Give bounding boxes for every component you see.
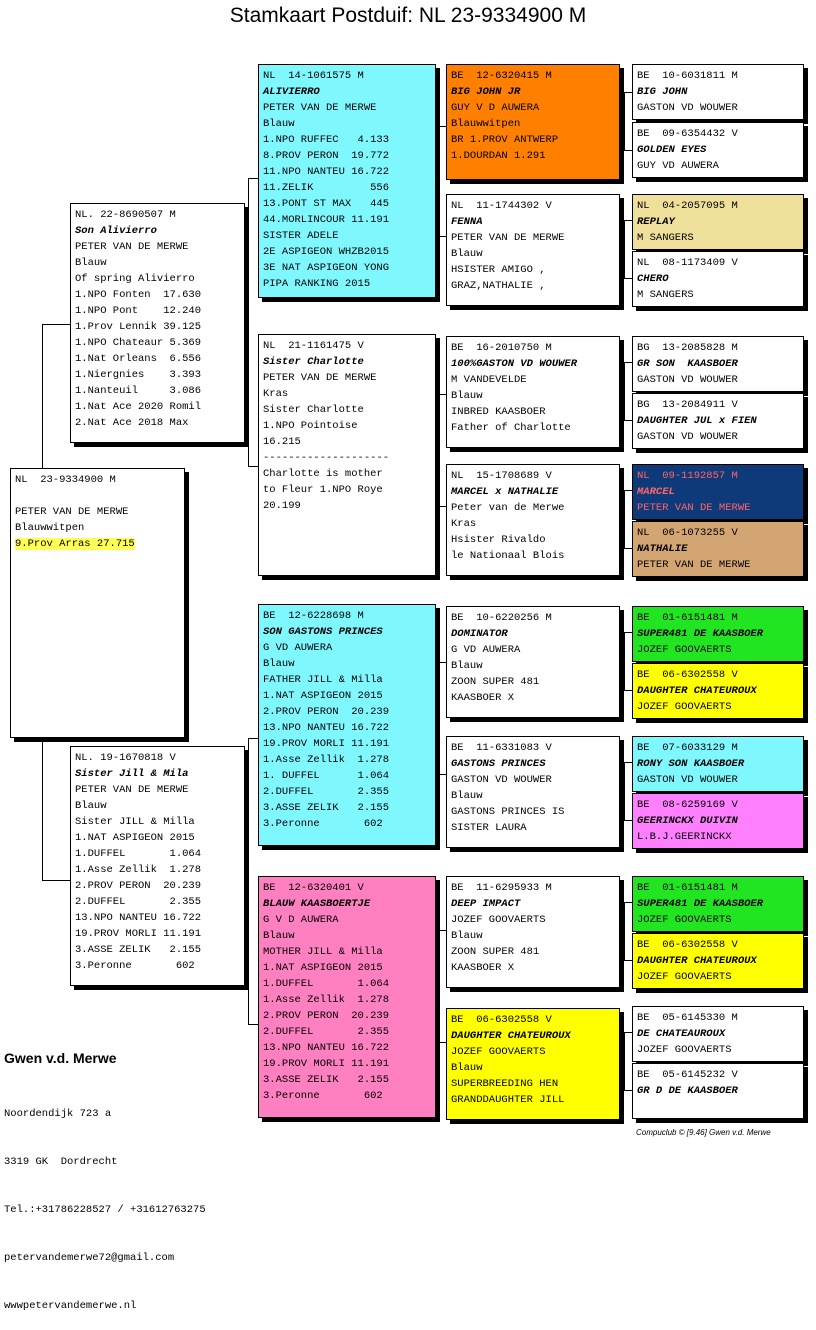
- ring-number: NL 23-9334900 M: [15, 474, 116, 486]
- pigeon-name: DAUGHTER JUL x FIEN: [637, 415, 757, 427]
- pigeon-name: REPLAY: [637, 216, 675, 228]
- connector-line: [624, 820, 632, 821]
- pigeon-info-line: GASTON VD WOUWER: [637, 374, 738, 386]
- ring-number: NL 11-1744302 V: [451, 200, 552, 212]
- pigeon-name: Son Alivierro: [75, 225, 157, 237]
- pigeon-info-line: ZOON SUPER 481: [451, 946, 540, 958]
- pigeon-card-g11[interactable]: [632, 736, 804, 792]
- connector-line: [438, 126, 446, 127]
- pigeon-info-line: Blauw: [451, 1062, 483, 1074]
- pigeon-info-line: JOZEF GOOVAERTS: [451, 914, 546, 926]
- pigeon-card-g4[interactable]: [632, 251, 804, 307]
- pigeon-info-line: 8.PROV PERON 19.772: [263, 150, 390, 162]
- pigeon-info-line: 3.ASSE ZELIK 2.155: [75, 944, 202, 956]
- pigeon-card-g14[interactable]: [632, 933, 804, 989]
- pigeon-info-line: 1.Nanteuil 3.086: [75, 385, 202, 397]
- connector-line: [624, 92, 625, 150]
- footer-credit: Compuclub © [9.46] Gwen v.d. Merwe: [636, 1128, 771, 1137]
- pigeon-name: DAUGHTER CHATEUROUX: [451, 1030, 571, 1042]
- pigeon-info-line: Peter van de Merwe: [451, 502, 565, 514]
- pigeon-name: [15, 488, 184, 504]
- pigeon-info-line: 1.Asse Zellik 1.278: [263, 754, 390, 766]
- pigeon-info-line: Blauw: [451, 390, 483, 402]
- pigeon-info-line: 3.Peronne 602: [75, 960, 195, 972]
- pigeon-info-line: SISTER ADELE: [263, 230, 339, 242]
- owner-email: petervandemerwe72@gmail.com: [4, 1252, 175, 1264]
- pigeon-info-line: PETER VAN DE MERWE: [637, 559, 751, 571]
- pigeon-info-line: JOZEF GOOVAERTS: [637, 644, 732, 656]
- pigeon-info-line: G V D AUWERA: [263, 914, 339, 926]
- connector-line: [624, 902, 632, 903]
- pigeon-name: GOLDEN EYES: [637, 144, 707, 156]
- pigeon-info-line: 19.PROV MORLI 11.191: [263, 1058, 390, 1070]
- owner-name: Gwen v.d. Merwe: [4, 1050, 117, 1066]
- ring-number: BE 01-6151481 M: [637, 612, 738, 624]
- connector-line: [42, 880, 70, 881]
- pigeon-info-line: 2.Nat Ace 2018 Max: [75, 417, 189, 429]
- pigeon-name: DE CHATEAUROUX: [637, 1028, 726, 1040]
- pigeon-name: GR SON KAASBOER: [637, 358, 738, 370]
- ring-number: BG 13-2084911 V: [637, 399, 738, 411]
- pigeon-info-line: 1.Niergnies 3.393: [75, 369, 202, 381]
- pigeon-card-main[interactable]: [10, 468, 185, 738]
- page-title: Stamkaart Postduif: NL 23-9334900 M: [229, 4, 587, 27]
- pigeon-info-line: L.B.J.GEERINCKX: [637, 831, 732, 843]
- ring-number: BE 11-6295933 M: [451, 882, 552, 894]
- pigeon-name: RONY SON KAASBOER: [637, 758, 745, 770]
- connector-line: [624, 902, 625, 960]
- pigeon-info-line: M VANDEVELDE: [451, 374, 527, 386]
- pigeon-info-line: le Nationaal Blois: [451, 550, 565, 562]
- pigeon-name: DAUGHTER CHATEUROUX: [637, 955, 757, 967]
- pigeon-name: BLAUW KAASBOERTJE: [263, 898, 371, 910]
- ring-number: NL 08-1173409 V: [637, 257, 738, 269]
- ring-number: BE 06-6302558 V: [451, 1014, 552, 1026]
- connector-line: [624, 762, 632, 763]
- owner-address-line: Noordendijk 723 a: [4, 1108, 112, 1120]
- pigeon-card-g12[interactable]: [632, 793, 804, 849]
- pigeon-name: GASTONS PRINCES: [451, 758, 546, 770]
- pigeon-card-sd[interactable]: [258, 334, 436, 576]
- ring-number: BE 07-6033129 M: [637, 742, 738, 754]
- ring-number: BE 05-6145232 V: [637, 1069, 738, 1081]
- pigeon-info-line: JOZEF GOOVAERTS: [637, 1044, 732, 1056]
- pigeon-info-line: 1.NPO Chateaur 5.369: [75, 337, 202, 349]
- pigeon-info-line: 1.Asse Zellik 1.278: [75, 864, 202, 876]
- pigeon-info-line: 13.PONT ST MAX 445: [263, 198, 390, 210]
- pigeon-info-line: GASTON VD WOUWER: [637, 102, 738, 114]
- ring-number: BE 09-6354432 V: [637, 128, 738, 140]
- pigeon-card-g15[interactable]: [632, 1006, 804, 1062]
- pigeon-card-dss[interactable]: [446, 606, 620, 718]
- owner-phone: Tel.:+31786228527 / +31612763275: [4, 1204, 206, 1216]
- pigeon-info-line: JOZEF GOOVAERTS: [637, 971, 732, 983]
- pigeon-name: DAUGHTER CHATEUROUX: [637, 685, 757, 697]
- pigeon-card-ds[interactable]: [258, 604, 436, 846]
- pigeon-info-line: Sister Charlotte: [263, 404, 364, 416]
- pigeon-info-line: GRANDDAUGHTER JILL: [451, 1094, 565, 1106]
- pigeon-info-line: KAASBOER X: [451, 962, 515, 974]
- pigeon-info-line: ZOON SUPER 481: [451, 676, 540, 688]
- ring-number: BE 12-6320415 M: [451, 70, 552, 82]
- pigeon-info-line: Father of Charlotte: [451, 422, 571, 434]
- pigeon-info-line: PETER VAN DE MERWE: [15, 506, 129, 518]
- connector-line: [624, 548, 632, 549]
- pigeon-info-line: PIPA RANKING 2015: [263, 278, 371, 290]
- ring-number: NL 06-1073255 V: [637, 527, 738, 539]
- connector-line: [438, 506, 446, 507]
- connector-line: [624, 220, 632, 221]
- pigeon-info-line: 2.DUFFEL 2.355: [263, 786, 390, 798]
- pigeon-info-line: 1.Asse Zellik 1.278: [263, 994, 390, 1006]
- pigeon-info-line: PETER VAN DE MERWE: [263, 102, 377, 114]
- connector-line: [624, 490, 625, 548]
- pigeon-info-line: JOZEF GOOVAERTS: [637, 914, 732, 926]
- connector-line: [624, 1032, 625, 1090]
- pigeon-info-line: 3.ASSE ZELIK 2.155: [263, 1074, 390, 1086]
- connector-line: [624, 1032, 632, 1033]
- pigeon-info-line: PETER VAN DE MERWE: [451, 232, 565, 244]
- pigeon-info-line: M SANGERS: [637, 289, 694, 301]
- pigeon-name: Sister Jill & Mila: [75, 768, 189, 780]
- pigeon-info-line: 3.ASSE ZELIK 2.155: [263, 802, 390, 814]
- ring-number: NL 04-2057095 M: [637, 200, 738, 212]
- connector-line: [438, 1042, 446, 1043]
- pigeon-info-line: PETER VAN DE MERWE: [75, 784, 189, 796]
- connector-line: [624, 362, 625, 420]
- pigeon-info-line: BR 1.PROV ANTWERP: [451, 134, 559, 146]
- pigeon-info-line: 1.NPO Pont 12.240: [75, 305, 202, 317]
- pigeon-info-line: 20.199: [263, 500, 301, 512]
- connector-line: [438, 774, 446, 775]
- connector-line: [624, 1090, 632, 1091]
- pigeon-info-line: Blauwwitpen: [15, 522, 85, 534]
- pigeon-info-line: MOTHER JILL & Milla: [263, 946, 383, 958]
- pigeon-info-line: GASTON VD WOUWER: [637, 774, 738, 786]
- pigeon-info-line: GASTON VD WOUWER: [637, 431, 738, 443]
- pigeon-card-g7[interactable]: [632, 464, 804, 520]
- connector-line: [624, 960, 632, 961]
- ring-number: NL 21-1161475 V: [263, 340, 364, 352]
- pigeon-info-line: Blauw: [263, 658, 295, 670]
- pigeon-name: NATHALIE: [637, 543, 688, 555]
- connector-line: [248, 738, 249, 1024]
- connector-line: [438, 236, 446, 237]
- pigeon-info-line: --------------------: [263, 452, 390, 464]
- pigeon-card-ss[interactable]: [258, 64, 436, 298]
- pigeon-card-dd[interactable]: [258, 876, 436, 1118]
- ring-number: BG 13-2085828 M: [637, 342, 738, 354]
- pigeon-info-line: 3E NAT ASPIGEON YONG: [263, 262, 390, 274]
- pigeon-info-line: Blauwwitpen: [451, 118, 521, 130]
- pigeon-card-g16[interactable]: [632, 1063, 804, 1119]
- pigeon-info-line: 1.NPO RUFFEC 4.133: [263, 134, 390, 146]
- connector-line: [438, 930, 439, 1042]
- pigeon-info-line: GUY V D AUWERA: [451, 102, 540, 114]
- pigeon-card-g3[interactable]: [632, 194, 804, 250]
- pigeon-info-line: 9.Prov Arras 27.715: [15, 538, 135, 550]
- pigeon-name: CHERO: [637, 273, 669, 285]
- pigeon-card-dds[interactable]: [446, 876, 620, 988]
- connector-line: [624, 278, 632, 279]
- pigeon-card-g8[interactable]: [632, 521, 804, 577]
- pigeon-info-line: Blauw: [75, 257, 107, 269]
- pigeon-info-line: 3.Peronne 602: [263, 818, 383, 830]
- pigeon-name: ALIVIERRO: [263, 86, 320, 98]
- pigeon-name: 100%GASTON VD WOUWER: [451, 358, 578, 370]
- pigeon-name: BIG JOHN JR: [451, 86, 521, 98]
- pigeon-info-line: 1.Prov Lennik 39.125: [75, 321, 202, 333]
- ring-number: BE 06-6302558 V: [637, 669, 738, 681]
- pigeon-info-line: Blauw: [75, 800, 107, 812]
- pigeon-name: DEEP IMPACT: [451, 898, 521, 910]
- pigeon-name: SON GASTONS PRINCES: [263, 626, 383, 638]
- pigeon-info-line: 11.ZELIK 556: [263, 182, 390, 194]
- pigeon-name: MARCEL: [637, 486, 675, 498]
- pigeon-info-line: to Fleur 1.NPO Roye: [263, 484, 383, 496]
- ring-number: NL. 19-1670818 V: [75, 752, 176, 764]
- pigeon-card-g9[interactable]: [632, 606, 804, 662]
- pigeon-card-sire[interactable]: [70, 203, 245, 443]
- pigeon-info-line: 2E ASPIGEON WHZB2015: [263, 246, 390, 258]
- connector-line: [624, 632, 632, 633]
- connector-line: [248, 466, 258, 467]
- pigeon-info-line: G VD AUWERA: [263, 642, 333, 654]
- pigeon-info-line: 1.NPO Fonten 17.630: [75, 289, 202, 301]
- pigeon-info-line: GUY VD AUWERA: [637, 160, 719, 172]
- connector-line: [248, 1024, 258, 1025]
- pigeon-info-line: 11.NPO NANTEU 16.722: [263, 166, 390, 178]
- pigeon-info-line: M SANGERS: [637, 232, 694, 244]
- pigeon-info-line: PETER VAN DE MERWE: [75, 241, 189, 253]
- pigeon-info-line: Blauw: [451, 790, 483, 802]
- pigeon-info-line: Hsister Rivaldo: [451, 534, 546, 546]
- pigeon-card-sdd[interactable]: [446, 464, 620, 576]
- pigeon-name: GR D DE KAASBOER: [637, 1085, 738, 1097]
- pigeon-info-line: 1.Nat Ace 2020 Romil: [75, 401, 202, 413]
- pigeon-info-line: 1.NAT ASPIGEON 2015: [263, 690, 383, 702]
- connector-line: [624, 632, 625, 690]
- pigeon-info-line: GASTONS PRINCES IS: [451, 806, 565, 818]
- pigeon-info-line: GRAZ,NATHALIE ,: [451, 280, 546, 292]
- pigeon-info-line: Blauw: [451, 930, 483, 942]
- pigeon-info-line: 19.PROV MORLI 11.191: [263, 738, 390, 750]
- connector-line: [624, 690, 632, 691]
- owner-address-line: 3319 GK Dordrecht: [4, 1156, 118, 1168]
- connector-line: [624, 362, 632, 363]
- pigeon-info-line: JOZEF GOOVAERTS: [637, 701, 732, 713]
- pigeon-name: DOMINATOR: [451, 628, 508, 640]
- ring-number: NL 09-1192857 M: [637, 470, 738, 482]
- pigeon-card-ddd[interactable]: [446, 1008, 620, 1120]
- pigeon-info-line: GASTON VD WOUWER: [451, 774, 552, 786]
- pigeon-info-line: 2.DUFFEL 2.355: [75, 896, 202, 908]
- pigeon-card-g10[interactable]: [632, 663, 804, 719]
- pigeon-info-line: JOZEF GOOVAERTS: [451, 1046, 546, 1058]
- pigeon-info-line: SUPERBREEDING HEN: [451, 1078, 559, 1090]
- pigeon-info-line: 1.DUFFEL 1.064: [75, 848, 202, 860]
- pigeon-card-ssd[interactable]: [446, 194, 620, 306]
- pigeon-info-line: 13.NPO NANTEU 16.722: [263, 1042, 390, 1054]
- pigeon-card-dsd[interactable]: [446, 736, 620, 848]
- connector-line: [438, 394, 446, 395]
- ring-number: NL 15-1708689 V: [451, 470, 552, 482]
- connector-line: [624, 420, 632, 421]
- connector-line: [624, 92, 632, 93]
- pigeon-info-line: PETER VAN DE MERWE: [637, 502, 751, 514]
- pigeon-card-g13[interactable]: [632, 876, 804, 932]
- ring-number: NL 14-1061575 M: [263, 70, 364, 82]
- ring-number: BE 12-6320401 V: [263, 882, 364, 894]
- pigeon-card-sds[interactable]: [446, 336, 620, 448]
- pigeon-name: SUPER481 DE KAASBOER: [637, 628, 764, 640]
- pigeon-info-line: Kras: [451, 518, 477, 530]
- pigeon-info-line: Blauw: [451, 660, 483, 672]
- pigeon-name: FENNA: [451, 216, 483, 228]
- connector-line: [438, 662, 446, 663]
- connector-line: [624, 490, 632, 491]
- pigeon-name: BIG JOHN: [637, 86, 688, 98]
- pigeon-info-line: 1.NAT ASPIGEON 2015: [75, 832, 195, 844]
- pigeon-info-line: Blauw: [263, 118, 295, 130]
- connector-line: [624, 220, 625, 278]
- pigeon-info-line: 19.PROV MORLI 11.191: [75, 928, 202, 940]
- pigeon-card-sss[interactable]: [446, 64, 620, 180]
- pigeon-card-g2[interactable]: [632, 122, 804, 178]
- pigeon-info-line: HSISTER AMIGO ,: [451, 264, 546, 276]
- pigeon-info-line: Kras: [263, 388, 289, 400]
- ring-number: BE 05-6145330 M: [637, 1012, 738, 1024]
- pigeon-info-line: INBRED KAASBOER: [451, 406, 546, 418]
- ring-number: BE 12-6228698 M: [263, 610, 364, 622]
- pigeon-card-dam[interactable]: [70, 746, 245, 986]
- pigeon-info-line: 3.Peronne 602: [263, 1090, 383, 1102]
- pigeon-info-line: 1.NAT ASPIGEON 2015: [263, 962, 383, 974]
- ring-number: BE 11-6331083 V: [451, 742, 552, 754]
- pigeon-info-line: 16.215: [263, 436, 301, 448]
- pigeon-info-line: Sister JILL & Milla: [75, 816, 195, 828]
- ring-number: BE 10-6220256 M: [451, 612, 552, 624]
- owner-contact: [4, 1018, 206, 1330]
- pigeon-info-line: Blauw: [451, 248, 483, 260]
- pigeon-info-line: 2.PROV PERON 20.239: [75, 880, 202, 892]
- ring-number: BE 16-2010750 M: [451, 342, 552, 354]
- ring-number: BE 06-6302558 V: [637, 939, 738, 951]
- pigeon-card-g5[interactable]: [632, 336, 804, 392]
- connector-line: [438, 394, 439, 506]
- pigeon-name: MARCEL x NATHALIE: [451, 486, 559, 498]
- pigeon-name: SUPER481 DE KAASBOER: [637, 898, 764, 910]
- connector-line: [624, 150, 632, 151]
- ring-number: NL. 22-8690507 M: [75, 209, 176, 221]
- pigeon-info-line: 1. DUFFEL 1.064: [263, 770, 390, 782]
- connector-line: [42, 718, 43, 880]
- ring-number: BE 01-6151481 M: [637, 882, 738, 894]
- pigeon-info-line: SISTER LAURA: [451, 822, 527, 834]
- pigeon-info-line: 1.DUFFEL 1.064: [263, 978, 390, 990]
- pigeon-info-line: 13.NPO NANTEU 16.722: [263, 722, 390, 734]
- pigeon-info-line: 44.MORLINCOUR 11.191: [263, 214, 390, 226]
- pigeon-info-line: KAASBOER X: [451, 692, 515, 704]
- connector-line: [248, 178, 249, 466]
- owner-website: wwwpetervandemerwe.nl: [4, 1300, 137, 1312]
- connector-line: [438, 126, 439, 236]
- pigeon-info-line: FATHER JILL & Milla: [263, 674, 383, 686]
- connector-line: [438, 930, 446, 931]
- pigeon-info-line: Blauw: [263, 930, 295, 942]
- pigeon-info-line: 2.DUFFEL 2.355: [263, 1026, 390, 1038]
- pigeon-info-line: 1.Nat Orleans 6.556: [75, 353, 202, 365]
- connector-line: [438, 662, 439, 774]
- pigeon-info-line: 2.PROV PERON 20.239: [263, 706, 390, 718]
- pigeon-info-line: 1.DOURDAN 1.291: [451, 150, 546, 162]
- connector-line: [624, 762, 625, 820]
- pigeon-info-line: 1.NPO Pointoise: [263, 420, 358, 432]
- connector-line: [248, 178, 258, 179]
- ring-number: BE 08-6259169 V: [637, 799, 738, 811]
- pigeon-info-line: Charlotte is mother: [263, 468, 383, 480]
- pigeon-card-g6[interactable]: [632, 393, 804, 449]
- pigeon-info-line: 2.PROV PERON 20.239: [263, 1010, 390, 1022]
- pigeon-info-line: 13.NPO NANTEU 16.722: [75, 912, 202, 924]
- connector-line: [248, 738, 258, 739]
- connector-line: [42, 324, 70, 325]
- pigeon-card-g1[interactable]: [632, 64, 804, 120]
- pigeon-name: Sister Charlotte: [263, 356, 364, 368]
- ring-number: BE 10-6031811 M: [637, 70, 738, 82]
- pigeon-info-line: PETER VAN DE MERWE: [263, 372, 377, 384]
- pigeon-name: GEERINCKX DUIVIN: [637, 815, 738, 827]
- pigeon-info-line: G VD AUWERA: [451, 644, 521, 656]
- pigeon-info-line: Of spring Alivierro: [75, 273, 195, 285]
- connector-line: [42, 324, 43, 468]
